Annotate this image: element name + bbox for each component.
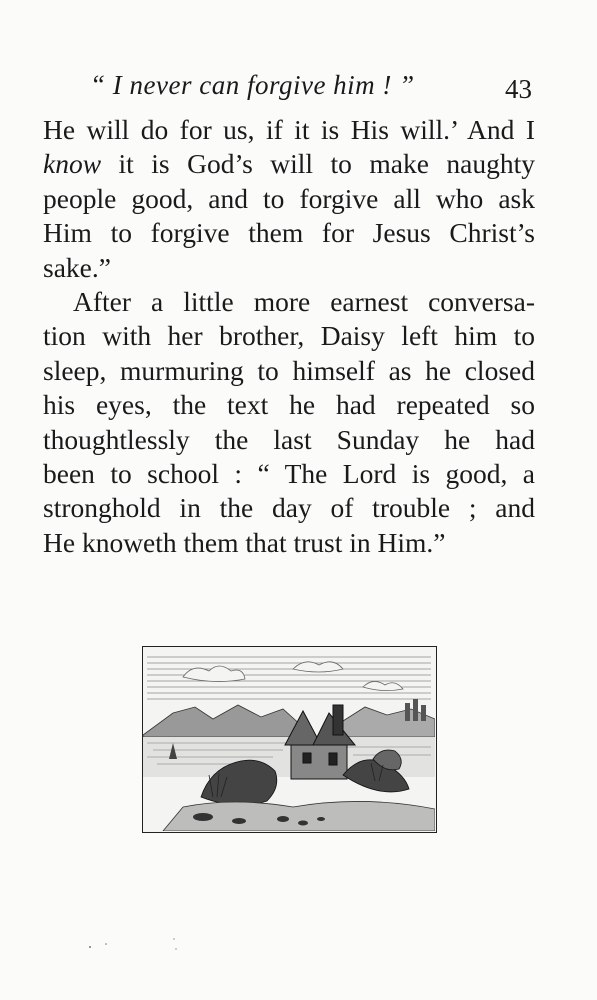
running-head xyxy=(90,70,540,106)
emphasized-word: know xyxy=(43,148,102,180)
engraving-illustration xyxy=(142,646,437,833)
text-line: sake.” xyxy=(43,251,111,283)
text-line: stronghold in the day of trouble ; and xyxy=(43,492,535,524)
text-line: been to school : “ The Lord is good, a xyxy=(43,458,535,490)
text-line: He knoweth them that trust in Him.” xyxy=(43,526,446,558)
body-text xyxy=(43,113,535,560)
text-line: After a little more earnest conversa- xyxy=(73,286,535,318)
engraving-icon xyxy=(143,647,435,831)
text-line: sleep, murmuring to himself as he closed xyxy=(43,354,535,386)
running-title: “ I never can forgive him ! ” xyxy=(90,70,415,100)
text-line: Him to forgive them for Jesus Christ’s xyxy=(43,217,535,249)
page-number: 43 xyxy=(505,74,532,104)
text-line-rest: it is God’s will to make naughty xyxy=(101,148,535,180)
text-line: his eyes, the text he had repeated so xyxy=(43,389,535,421)
text-line: people good, and to forgive all who ask xyxy=(43,182,535,214)
paper-specks-icon xyxy=(86,935,206,955)
text-line xyxy=(43,147,535,181)
text-line: thoughtlessly the last Sunday he had xyxy=(43,423,535,455)
text-line: He will do for us, if it is His will.’ And I xyxy=(43,114,535,145)
text-line: tion with her brother, Daisy left him to xyxy=(43,320,535,352)
